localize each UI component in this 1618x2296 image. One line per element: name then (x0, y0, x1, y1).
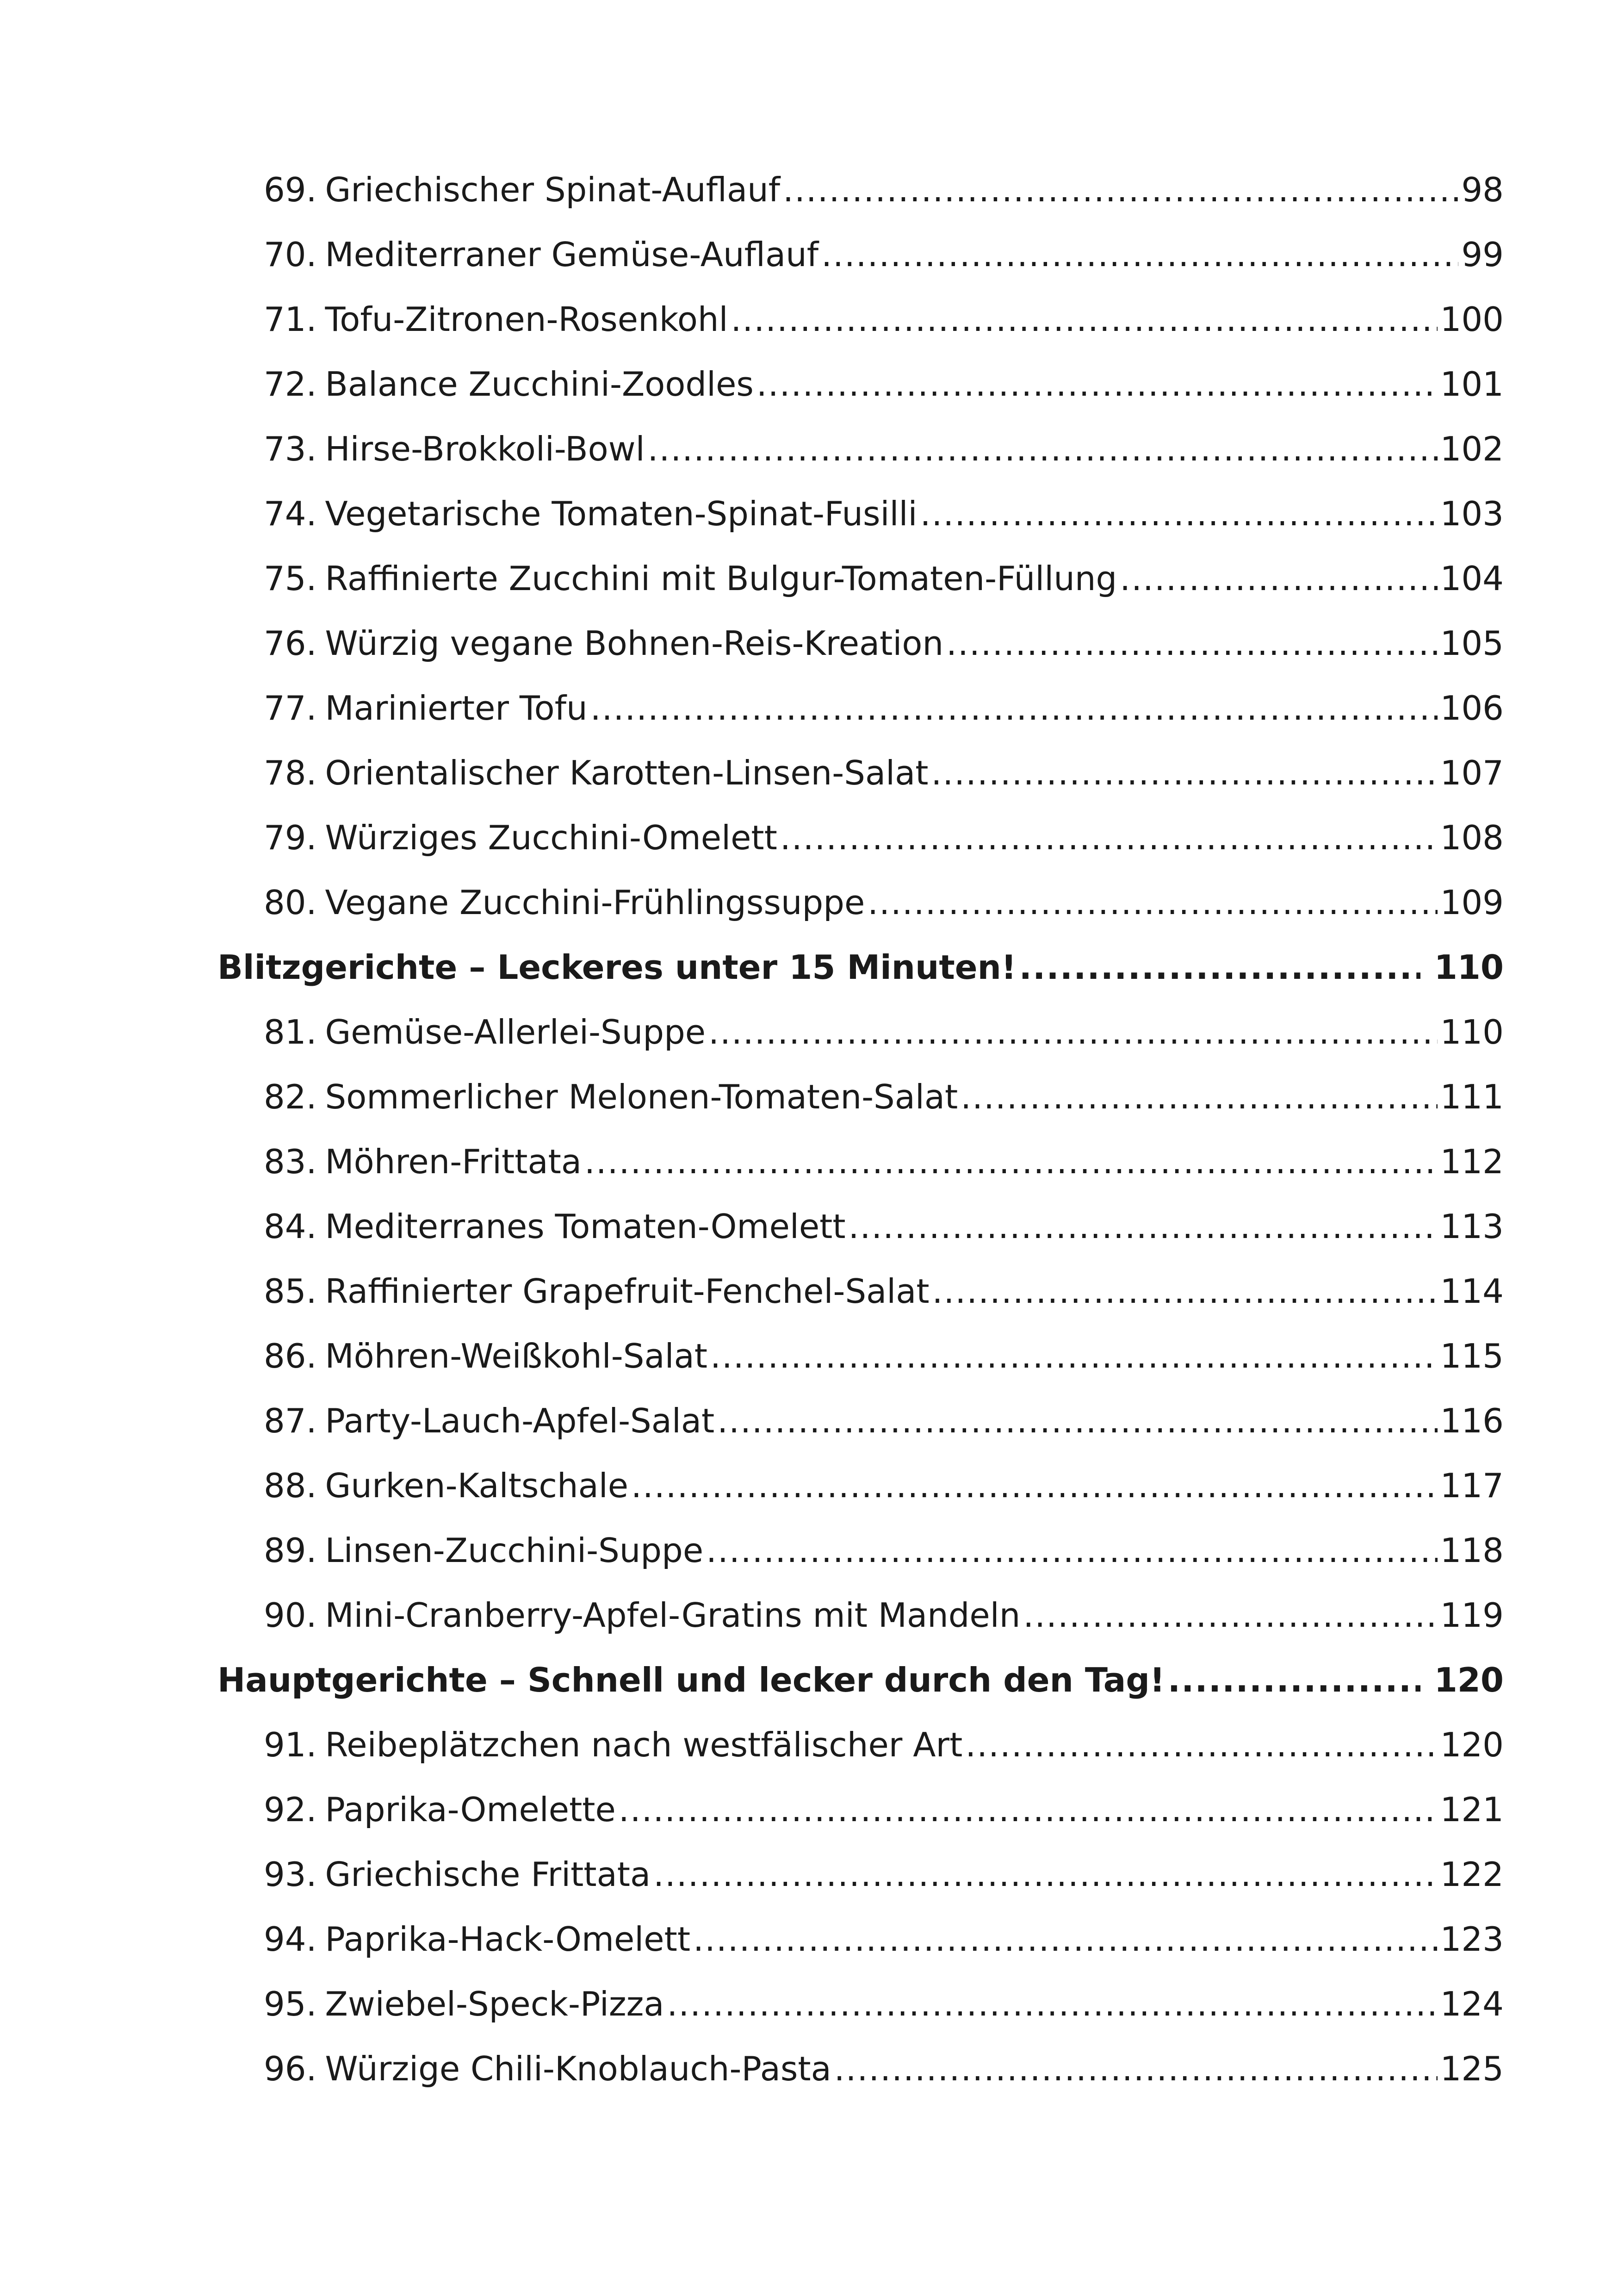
entry-title: Vegane Zucchini-Frühlingssuppe (325, 883, 865, 922)
entry-title: Raffinierter Grapefruit-Fenchel-Salat (325, 1272, 930, 1311)
entry-title: Linsen-Zucchini-Suppe (325, 1531, 704, 1570)
entry-number: 77. (264, 689, 317, 728)
dot-leader (932, 1259, 1438, 1324)
entry-page: 110 (1440, 1013, 1504, 1052)
entry-page: 120 (1440, 1725, 1504, 1764)
entry-number: 87. (264, 1401, 317, 1440)
toc-entry-82[interactable] (217, 1064, 1504, 1129)
entry-page: 112 (1440, 1142, 1504, 1181)
toc-entry-70[interactable] (217, 222, 1504, 287)
toc-entry-95[interactable] (217, 1972, 1504, 2036)
entry-number: 93. (264, 1855, 317, 1894)
entry-page: 119 (1440, 1596, 1504, 1635)
entry-number: 71. (264, 300, 317, 339)
entry-title: Balance Zucchini-Zoodles (325, 365, 754, 404)
entry-number: 95. (264, 1985, 317, 2023)
entry-title: Reibeplätzchen nach westfälischer Art (325, 1725, 963, 1764)
toc-entry-78[interactable] (217, 740, 1504, 805)
entry-page: 99 (1461, 235, 1504, 274)
dot-leader (1023, 1583, 1437, 1648)
entry-number: 81. (264, 1013, 317, 1052)
dot-leader (631, 1453, 1438, 1518)
toc-entry-84[interactable] (217, 1194, 1504, 1259)
toc-entry-89[interactable] (217, 1518, 1504, 1583)
entry-number: 72. (264, 365, 317, 404)
entry-number: 69. (264, 170, 317, 209)
entry-number: 75. (264, 559, 317, 598)
entry-title: Marinierter Tofu (325, 689, 588, 728)
toc-entry-73[interactable] (217, 417, 1504, 481)
entry-title: Würziges Zucchini-Omelett (325, 818, 777, 857)
dot-leader (965, 1712, 1437, 1777)
toc-entry-74[interactable] (217, 481, 1504, 546)
dot-leader (710, 1324, 1438, 1388)
dot-leader (1120, 546, 1437, 611)
entry-page: 111 (1440, 1077, 1504, 1116)
toc-entry-79[interactable] (217, 805, 1504, 870)
entry-page: 109 (1440, 883, 1504, 922)
entry-title: Tofu-Zitronen-Rosenkohl (325, 300, 728, 339)
entry-number: 96. (264, 2049, 317, 2088)
entry-number: 74. (264, 494, 317, 533)
entry-number: 86. (264, 1337, 317, 1375)
entry-page: 113 (1440, 1207, 1504, 1246)
dot-leader (693, 1907, 1438, 1972)
toc-entry-83[interactable] (217, 1129, 1504, 1194)
entry-title: Party-Lauch-Apfel-Salat (325, 1401, 715, 1440)
chapter-title: Hauptgerichte – Schnell und lecker durch den Tag! (217, 1661, 1165, 1699)
entry-page: 116 (1440, 1401, 1504, 1440)
entry-page: 102 (1440, 429, 1504, 468)
entry-number: 91. (264, 1725, 317, 1764)
entry-page: 106 (1440, 689, 1504, 728)
chapter-title: Blitzgerichte – Leckeres unter 15 Minuten! (217, 948, 1017, 987)
entry-page: 121 (1440, 1790, 1504, 1829)
toc-chapter-blitzgerichte[interactable] (217, 935, 1504, 1000)
dot-leader (868, 870, 1437, 935)
entry-number: 92. (264, 1790, 317, 1829)
entry-title: Mini-Cranberry-Apfel-Gratins mit Mandeln (325, 1596, 1021, 1635)
entry-page: 101 (1440, 365, 1504, 404)
toc-entry-87[interactable] (217, 1388, 1504, 1453)
entry-title: Mediterranes Tomaten-Omelett (325, 1207, 846, 1246)
entry-title: Paprika-Hack-Omelett (325, 1920, 691, 1959)
entry-title: Möhren-Weißkohl-Salat (325, 1337, 707, 1375)
dot-leader (584, 1129, 1438, 1194)
toc-entry-92[interactable] (217, 1777, 1504, 1842)
dot-leader (1019, 935, 1420, 1000)
toc-entry-69[interactable] (217, 157, 1504, 222)
entry-page: 122 (1440, 1855, 1504, 1894)
entry-title: Vegetarische Tomaten-Spinat-Fusilli (325, 494, 917, 533)
entry-page: 123 (1440, 1920, 1504, 1959)
chapter-page: 110 (1434, 948, 1504, 987)
dot-leader (648, 417, 1438, 481)
toc-entry-93[interactable] (217, 1842, 1504, 1907)
entry-page: 105 (1440, 624, 1504, 663)
entry-title: Griechische Frittata (325, 1855, 651, 1894)
entry-number: 78. (264, 753, 317, 792)
dot-leader (946, 611, 1437, 676)
entry-title: Raffinierte Zucchini mit Bulgur-Tomaten-Füllung (325, 559, 1117, 598)
dot-leader (619, 1777, 1438, 1842)
dot-leader (706, 1518, 1437, 1583)
dot-leader (717, 1388, 1437, 1453)
entry-page: 124 (1440, 1985, 1504, 2023)
entry-page: 125 (1440, 2049, 1504, 2088)
entry-number: 89. (264, 1531, 317, 1570)
dot-leader (653, 1842, 1438, 1907)
entry-number: 84. (264, 1207, 317, 1246)
dot-leader (783, 157, 1458, 222)
dot-leader (590, 676, 1438, 740)
entry-title: Hirse-Brokkoli-Bowl (325, 429, 645, 468)
entry-number: 70. (264, 235, 317, 274)
entry-title: Zwiebel-Speck-Pizza (325, 1985, 664, 2023)
entry-page: 108 (1440, 818, 1504, 857)
entry-number: 79. (264, 818, 317, 857)
entry-page: 115 (1440, 1337, 1504, 1375)
toc-entry-72[interactable] (217, 352, 1504, 417)
toc-entry-96[interactable] (217, 2036, 1504, 2101)
dot-leader (667, 1972, 1438, 2036)
entry-title: Griechischer Spinat-Auflauf (325, 170, 781, 209)
entry-page: 103 (1440, 494, 1504, 533)
toc-entry-90[interactable] (217, 1583, 1504, 1648)
entry-number: 80. (264, 883, 317, 922)
entry-title: Orientalischer Karotten-Linsen-Salat (325, 753, 929, 792)
toc-entry-75[interactable] (217, 546, 1504, 611)
dot-leader (756, 352, 1438, 417)
entry-title: Gurken-Kaltschale (325, 1466, 629, 1505)
entry-page: 114 (1440, 1272, 1504, 1311)
entry-number: 90. (264, 1596, 317, 1635)
dot-leader (920, 481, 1438, 546)
entry-page: 100 (1440, 300, 1504, 339)
entry-number: 83. (264, 1142, 317, 1181)
entry-title: Würzige Chili-Knoblauch-Pasta (325, 2049, 831, 2088)
chapter-page: 120 (1434, 1661, 1504, 1699)
entry-number: 94. (264, 1920, 317, 1959)
dot-leader (821, 222, 1458, 287)
dot-leader (849, 1194, 1438, 1259)
toc-entry-86[interactable] (217, 1324, 1504, 1388)
entry-title: Sommerlicher Melonen-Tomaten-Salat (325, 1077, 958, 1116)
toc-entry-91[interactable] (217, 1712, 1504, 1777)
entry-page: 104 (1440, 559, 1504, 598)
entry-number: 88. (264, 1466, 317, 1505)
toc-entry-94[interactable] (217, 1907, 1504, 1972)
entry-title: Würzig vegane Bohnen-Reis-Kreation (325, 624, 944, 663)
dot-leader (708, 1000, 1437, 1064)
toc-entry-77[interactable] (217, 676, 1504, 740)
dot-leader (931, 740, 1437, 805)
toc-entry-80[interactable] (217, 870, 1504, 935)
entry-number: 82. (264, 1077, 317, 1116)
dot-leader (1168, 1648, 1420, 1712)
entry-number: 76. (264, 624, 317, 663)
entry-number: 73. (264, 429, 317, 468)
toc-entry-76[interactable] (217, 611, 1504, 676)
entry-page: 117 (1440, 1466, 1504, 1505)
entry-number: 85. (264, 1272, 317, 1311)
table-of-contents (217, 157, 1504, 2101)
toc-entry-71[interactable] (217, 287, 1504, 352)
toc-chapter-hauptgerichte[interactable] (217, 1648, 1504, 1712)
entry-page: 107 (1440, 753, 1504, 792)
dot-leader (731, 287, 1438, 352)
entry-title: Gemüse-Allerlei-Suppe (325, 1013, 706, 1052)
entry-title: Paprika-Omelette (325, 1790, 616, 1829)
dot-leader (961, 1064, 1437, 1129)
toc-entry-88[interactable] (217, 1453, 1504, 1518)
toc-entry-81[interactable] (217, 1000, 1504, 1064)
entry-title: Mediterraner Gemüse-Auflauf (325, 235, 819, 274)
entry-page: 118 (1440, 1531, 1504, 1570)
toc-entry-85[interactable] (217, 1259, 1504, 1324)
entry-page: 98 (1461, 170, 1504, 209)
dot-leader (780, 805, 1438, 870)
dot-leader (834, 2036, 1438, 2101)
entry-title: Möhren-Frittata (325, 1142, 582, 1181)
